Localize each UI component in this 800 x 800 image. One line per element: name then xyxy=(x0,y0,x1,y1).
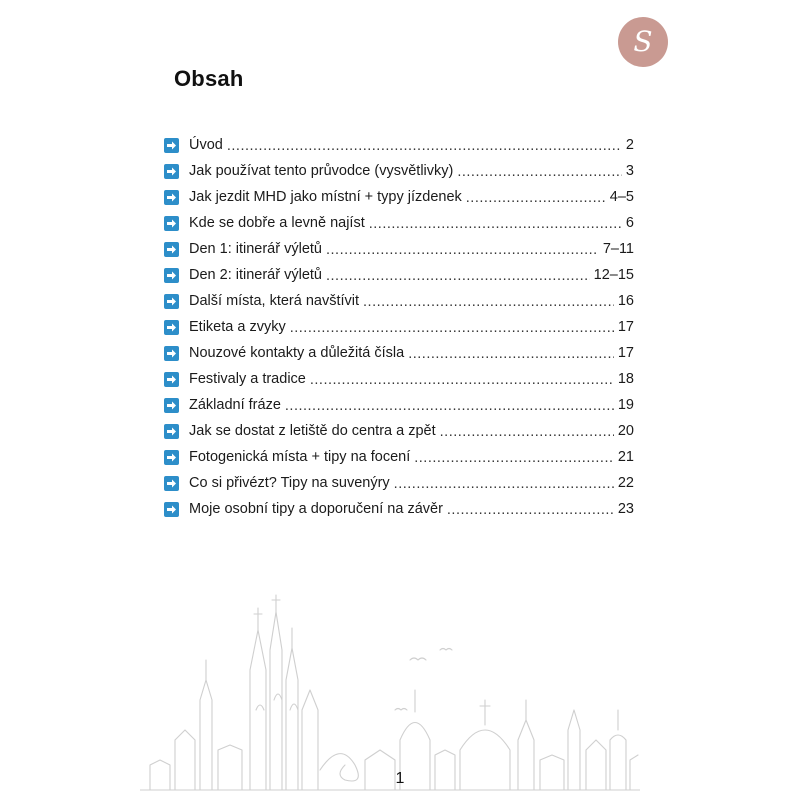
toc-item[interactable] xyxy=(164,184,634,210)
arrow-right-icon xyxy=(164,372,179,387)
toc-item-page: 6 xyxy=(625,215,634,231)
toc-item-label: Festivaly a tradice xyxy=(189,371,306,387)
toc-leader-dots xyxy=(326,268,590,284)
toc-leader-dots xyxy=(363,294,614,310)
toc-item-label: Den 2: itinerář výletů xyxy=(189,267,322,283)
logo-badge xyxy=(618,17,668,67)
toc-item[interactable] xyxy=(164,132,634,158)
toc-item-page: 17 xyxy=(617,345,634,361)
toc-leader-dots xyxy=(290,320,614,336)
arrow-right-icon xyxy=(164,216,179,231)
table-of-contents xyxy=(164,132,634,522)
toc-item[interactable] xyxy=(164,340,634,366)
toc-item-label: Základní fráze xyxy=(189,397,281,413)
toc-item-page: 7–11 xyxy=(602,241,634,257)
toc-leader-dots xyxy=(326,242,599,258)
toc-item[interactable] xyxy=(164,262,634,288)
toc-item-page: 19 xyxy=(617,397,634,413)
toc-item[interactable] xyxy=(164,496,634,522)
toc-item-label: Jak se dostat z letiště do centra a zpět xyxy=(189,423,436,439)
toc-item-page: 20 xyxy=(617,423,634,439)
arrow-right-icon xyxy=(164,268,179,283)
toc-item-label: Moje osobní tipy a doporučení na závěr xyxy=(189,501,443,517)
toc-item[interactable] xyxy=(164,158,634,184)
arrow-right-icon xyxy=(164,398,179,413)
toc-item[interactable] xyxy=(164,444,634,470)
arrow-right-icon xyxy=(164,294,179,309)
toc-item-label: Další místa, která navštívit xyxy=(189,293,360,309)
toc-leader-dots xyxy=(457,164,622,180)
toc-item-page: 4–5 xyxy=(609,189,634,205)
toc-item-page: 18 xyxy=(617,371,634,387)
toc-item-label: Jak používat tento průvodce (vysvětlivky) xyxy=(189,163,454,179)
arrow-right-icon xyxy=(164,138,179,153)
arrow-right-icon xyxy=(164,320,179,335)
toc-item-label: Nouzové kontakty a důležitá čísla xyxy=(189,345,405,361)
toc-item[interactable] xyxy=(164,392,634,418)
toc-leader-dots xyxy=(227,138,622,154)
arrow-right-icon xyxy=(164,164,179,179)
arrow-right-icon xyxy=(164,450,179,465)
toc-item-label: Etiketa a zvyky xyxy=(189,319,286,335)
toc-item[interactable] xyxy=(164,236,634,262)
toc-item-page: 22 xyxy=(617,475,634,491)
toc-leader-dots xyxy=(440,424,614,440)
toc-item[interactable] xyxy=(164,418,634,444)
toc-item-label: Kde se dobře a levně najíst xyxy=(189,215,365,231)
arrow-right-icon xyxy=(164,190,179,205)
toc-item-label: Den 1: itinerář výletů xyxy=(189,241,322,257)
toc-item-label: Co si přivézt? Tipy na suvenýry xyxy=(189,475,390,491)
toc-item[interactable] xyxy=(164,366,634,392)
arrow-right-icon xyxy=(164,346,179,361)
toc-item-label: Jak jezdit MHD jako místní + typy jízdenek xyxy=(189,189,462,205)
page-number: 1 xyxy=(395,770,405,787)
toc-item[interactable] xyxy=(164,210,634,236)
toc-item-page: 23 xyxy=(617,501,634,517)
toc-leader-dots xyxy=(466,190,606,206)
toc-leader-dots xyxy=(447,502,614,518)
toc-item[interactable] xyxy=(164,470,634,496)
toc-leader-dots xyxy=(285,398,614,414)
toc-item-page: 12–15 xyxy=(593,267,634,283)
arrow-right-icon xyxy=(164,242,179,257)
toc-item-page: 17 xyxy=(617,319,634,335)
toc-item-page: 21 xyxy=(617,449,634,465)
arrow-right-icon xyxy=(164,502,179,517)
toc-item-label: Fotogenická místa + tipy na focení xyxy=(189,449,411,465)
toc-item[interactable] xyxy=(164,288,634,314)
toc-item-page: 16 xyxy=(617,293,634,309)
toc-item-page: 3 xyxy=(625,163,634,179)
logo-letter: S xyxy=(633,25,653,58)
toc-title: Obsah xyxy=(174,66,244,91)
toc-item-label: Úvod xyxy=(189,137,223,153)
toc-item-page: 2 xyxy=(625,137,634,153)
toc-item[interactable] xyxy=(164,314,634,340)
toc-leader-dots xyxy=(408,346,614,362)
arrow-right-icon xyxy=(164,476,179,491)
toc-leader-dots xyxy=(394,476,614,492)
toc-leader-dots xyxy=(369,216,622,232)
toc-leader-dots xyxy=(414,450,614,466)
city-skyline-illustration xyxy=(140,590,640,800)
arrow-right-icon xyxy=(164,424,179,439)
toc-leader-dots xyxy=(310,372,614,388)
